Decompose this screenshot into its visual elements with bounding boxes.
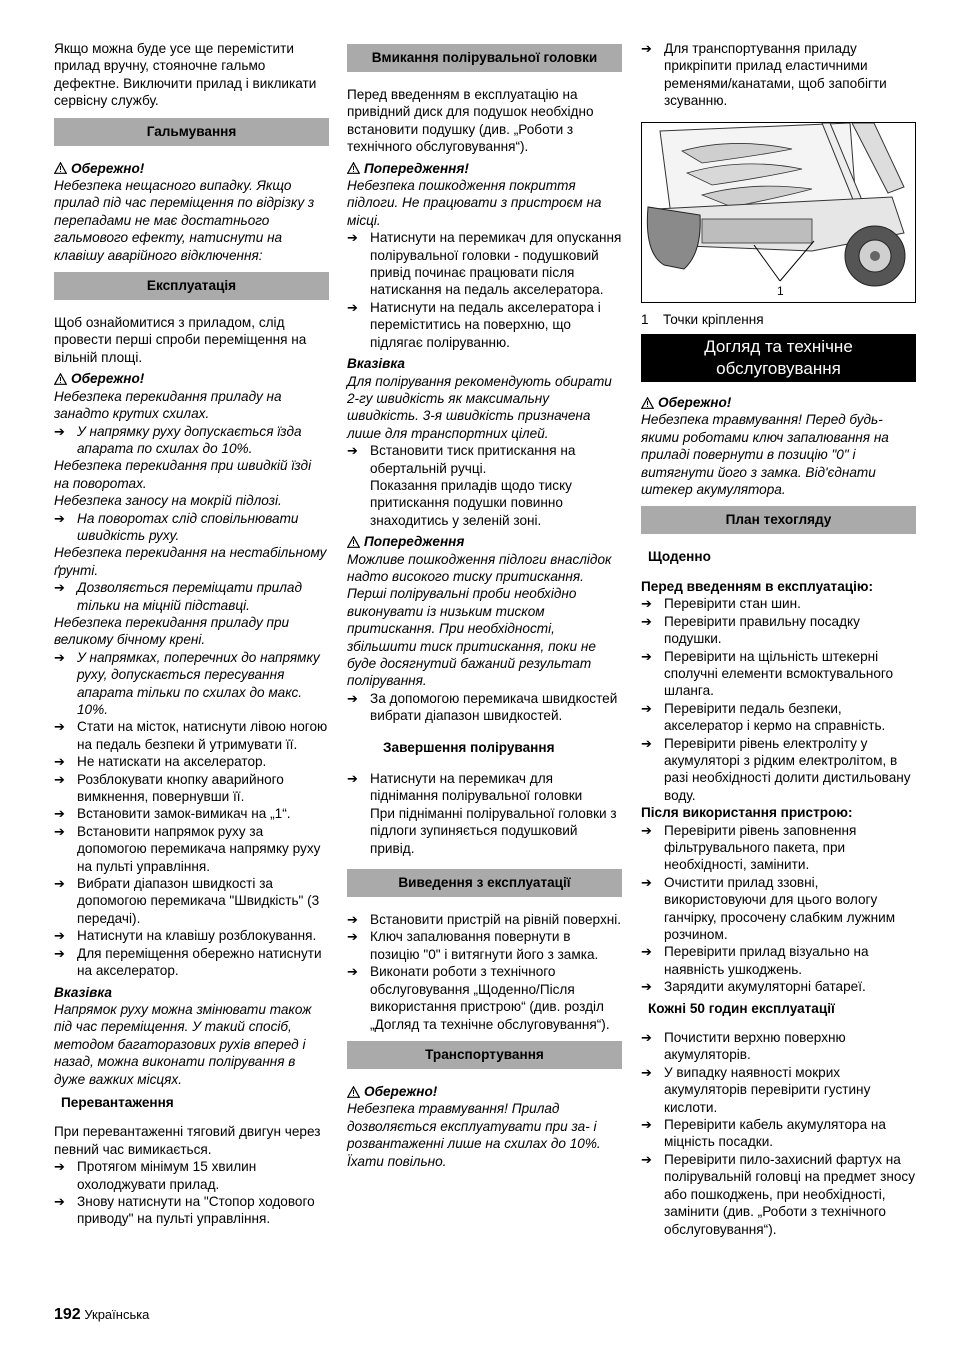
arrow-right-icon: ➔ — [641, 613, 652, 629]
warning-text: Небезпека пошкодження покриття підлоги. Не працювати з пристроєм на місці. — [347, 178, 602, 228]
arrow-right-icon: ➔ — [641, 1064, 652, 1080]
warning-triangle-icon — [54, 373, 67, 385]
arrow-right-icon: ➔ — [54, 719, 65, 735]
list-item: ➔ Зарядити акумуляторні батареї. — [641, 979, 866, 995]
arrow-right-icon: ➔ — [54, 649, 65, 665]
list-item: ➔ Перевірити пило-захисний фартух на полірувальній головці на предмет зносу або пошкоджень, при необхідності, замінити (див. „Роботи з технічного обслуговування“). — [641, 1151, 915, 1237]
warning-text: Небезпека нещасного випадку. Якщо прилад під час переміщення по відрізку з перепадами не має достатнього гальмового ефекту, натиснути на клавішу аварійного відключення: — [54, 178, 315, 263]
warning-label: Обережно! — [347, 1083, 622, 1100]
list-item: ➔ Натиснути на перемикач для опускання полірувальної головки - подушковий привід починає працювати після натискання на педаль акселератора. — [347, 230, 622, 298]
subheading-daily: Щоденно — [648, 549, 711, 565]
list-item: ➔ Перевірити рівень електроліту у акумуляторі з рідким електролітом, в разі необхідності долити дистильовану воду. — [641, 735, 911, 803]
list-item: ➔ Почистити верхню поверхню акумуляторів. — [641, 1030, 846, 1063]
column-2 — [347, 40, 622, 1170]
list-item: ➔ Встановити тиск притискання на обертальній ручці. — [347, 443, 576, 476]
arrow-right-icon: ➔ — [54, 423, 65, 439]
arrow-right-icon: ➔ — [641, 944, 652, 960]
arrow-right-icon: ➔ — [347, 443, 358, 459]
list-item: ➔ Протягом мінімум 15 хвилин охолоджувати прилад. — [54, 1159, 257, 1192]
section-heading-polish-on: Вмикання полірувальної головки — [347, 44, 622, 72]
column-3 — [641, 40, 916, 1238]
arrow-right-icon: ➔ — [54, 876, 65, 892]
section-heading-braking: Гальмування — [54, 118, 329, 146]
arrow-right-icon: ➔ — [54, 806, 65, 822]
list-item: ➔ Виконати роботи з технічного обслуговування „Щоденно/Після використання пристрою“ (див. розділ „Догляд та технічне обслуговування“). — [347, 964, 610, 1032]
list-item: ➔ Ключ запалювання повернути в позицію "0" і витягнути його з замка. — [347, 929, 599, 962]
note-text: Для полірування рекомендують обирати 2-гу швидкість як максимальну швидкість. 3-я швидкість призначена лише для транспортних цілей. — [347, 373, 612, 441]
warning-label: Попередження! — [347, 160, 622, 177]
warning-text: Небезпека заносу на мокрій підлозі. — [54, 493, 282, 509]
section-heading-operation: Експлуатація — [54, 272, 329, 300]
arrow-right-icon: ➔ — [347, 964, 358, 980]
arrow-right-icon: ➔ — [54, 1193, 65, 1209]
list-item: ➔ Перевірити правильну посадку подушки. — [641, 613, 860, 647]
warning-label: Обережно! — [54, 370, 329, 387]
arrow-right-icon: ➔ — [641, 979, 652, 995]
arrow-right-icon: ➔ — [54, 1159, 65, 1175]
warning-text: Небезпека перекидання приладу при великому бічному крені. — [54, 614, 290, 648]
list-item: ➔ Розблокувати кнопку аварийного вимкнення, повернувши її. — [54, 771, 284, 805]
list-item: ➔ Встановити замок-вимикач на „1“. — [54, 806, 291, 822]
note-label: Вказівка — [347, 356, 405, 372]
arrow-right-icon: ➔ — [347, 230, 358, 246]
warning-triangle-icon — [347, 1086, 360, 1098]
list-item: ➔ Встановити напрямок руху за допомогою перемикача напрямку руху на пульті управління. — [54, 823, 321, 874]
before-label: Перед введенням в експлуатацію: — [641, 578, 874, 594]
subheading-every-50-hours: Кожні 50 годин експлуатації — [648, 1000, 835, 1016]
figure-caption: 1 Точки кріплення — [641, 311, 764, 327]
arrow-right-icon: ➔ — [54, 510, 65, 526]
list-item: ➔ Перевірити рівень заповнення фільтрувального пакета, при необхідності, замінити. — [641, 822, 857, 873]
section-heading-transport: Транспортування — [347, 1041, 622, 1069]
arrow-right-icon: ➔ — [347, 299, 358, 315]
arrow-right-icon: ➔ — [54, 771, 65, 787]
list-item: ➔ Для переміщення обережно натиснути на акселератор. — [54, 945, 322, 979]
section-heading-shutdown: Виведення з експлуатації — [347, 869, 622, 897]
list-item: ➔ Знову натиснути на "Стопор ходового приводу" на пульті управління. — [54, 1193, 315, 1227]
warning-text: Небезпека перекидання приладу на занадто крутих схилах. — [54, 388, 282, 422]
arrow-right-icon: ➔ — [641, 700, 652, 716]
warning-triangle-icon — [347, 536, 360, 548]
list-item: ➔ Перевірити прилад візуально на наявність ушкоджень. — [641, 944, 869, 977]
footer-language: Українська — [84, 1307, 150, 1322]
list-item: ➔ Перевірити педаль безпеки, акселератор і кермо на справність. — [641, 700, 886, 734]
warning-text: Небезпека травмування! Перед будь-якими роботами ключ запалювання на приладі повернути в позицію "0" і витягнути його з замка. Від'єднати штекер акумулятора. — [641, 412, 889, 498]
page-number: 192 — [54, 1306, 81, 1323]
list-item: ➔ Натиснути на клавішу розблокування. — [54, 928, 317, 944]
arrow-right-icon: ➔ — [641, 596, 652, 612]
warning-text: Небезпека травмування! Прилад дозволяється експлуатувати при за- і розвантаженні лише на схилах до 10%. Їхати повільно. — [347, 1101, 601, 1169]
list-item: ➔ Перевірити стан шин. — [641, 596, 801, 612]
arrow-right-icon: ➔ — [641, 735, 652, 751]
subheading-overload: Перевантаження — [61, 1094, 174, 1110]
step-continuation: При підніманні полірувальної головки з підлоги зупиняється подушковий привід. — [370, 805, 617, 856]
list-item: ➔ Вибрати діапазон швидкості за допомогою перемикача "Швидкість" (3 передачі). — [54, 876, 320, 926]
warning-text: Небезпека перекидання при швидкій їзді на поворотах. — [54, 458, 312, 491]
step-continuation: Показання приладів щодо тиску притискання подушки повинно знаходитись у зеленій зоні. — [370, 477, 572, 528]
list-item: ➔ У напрямку руху допускається їзда апарата по схилах до 10%. — [54, 423, 302, 456]
list-item: ➔ Встановити пристрій на рівній поверхні. — [347, 912, 622, 928]
arrow-right-icon: ➔ — [54, 580, 65, 596]
warning-label: Обережно! — [641, 394, 916, 411]
list-item: ➔ Стати на місток, натиснути лівою ногою на педаль безпеки й утримувати її. — [54, 719, 328, 752]
after-label: Після використання пристрою: — [641, 805, 853, 821]
list-item: ➔ Натиснути на педаль акселератора і переміститись на поверхню, що підлягає поліруванню. — [347, 299, 601, 350]
list-item: ➔ Дозволяється переміщати прилад тільки на міцній підставці. — [54, 580, 302, 613]
machine-figure — [641, 122, 916, 303]
arrow-right-icon: ➔ — [641, 874, 652, 890]
list-item: ➔ На поворотах слід сповільнювати швидкість руху. — [54, 510, 299, 543]
warning-label: Попередження — [347, 533, 622, 550]
note-text: Напрямок руху можна змінювати також під час переміщення. У такий спосіб, методом багаторазових рухів вперед і назад, можна виконати полірування в дуже важких місцях. — [54, 1001, 312, 1087]
section-heading-plan: План техогляду — [641, 506, 916, 534]
arrow-right-icon: ➔ — [641, 1030, 652, 1046]
note-label: Вказівка — [54, 984, 112, 1000]
polish-on-intro: Перед введенням в експлуатацію на привідний диск для подушок необхідно встановити подушку (див. „Роботи з технічного обслуговування“). — [347, 87, 594, 155]
arrow-right-icon: ➔ — [641, 648, 652, 664]
intro-text: Якщо можна буде усе ще перемістити прилад вручну, стояночне гальмо дефектне. Виключити прилад і викликати сервісну службу. — [54, 41, 317, 109]
operation-intro: Щоб ознайомитися з приладом, слід провести перші спроби переміщення на вільній площі. — [54, 315, 307, 365]
arrow-right-icon: ➔ — [347, 771, 358, 787]
arrow-right-icon: ➔ — [641, 822, 652, 838]
overload-text: При перевантаженні тяговий двигун через певний час вимикається. — [54, 1124, 321, 1157]
list-item: ➔ Для транспортування приладу прикріпити прилад еластичними ременями/канатами, щоб запобігти зсуванню. — [641, 41, 887, 109]
arrow-right-icon: ➔ — [54, 754, 65, 770]
warning-label: Обережно! — [54, 160, 329, 177]
arrow-right-icon: ➔ — [347, 690, 358, 706]
list-item: ➔ Натиснути на перемикач для піднімання полірувальної головки — [347, 771, 583, 804]
warning-text: Небезпека перекидання на нестабільному ґрунті. — [54, 545, 327, 578]
list-item: ➔ Перевірити кабель акумулятора на міцність посадки. — [641, 1117, 886, 1150]
section-heading-care: Догляд та технічне обслуговування — [641, 334, 916, 382]
arrow-right-icon: ➔ — [641, 41, 652, 56]
list-item: ➔ У випадку наявності мокрих акумуляторів перевірити густину кислоти. — [641, 1064, 871, 1115]
page-footer — [54, 1306, 149, 1324]
figure-callout-number: 1 — [777, 283, 784, 298]
list-item: ➔ За допомогою перемикача швидкостей вибрати діапазон швидкостей. — [347, 690, 618, 724]
warning-text: Можливе пошкодження підлоги внаслідок надто високого тиску притискання. Перші полірувальні проби необхідно виконувати із низьким тиском притискання. При необхідності, збільшити тиск притискання, поки не буде досягнутий бажаний результат полірування. — [347, 551, 612, 689]
arrow-right-icon: ➔ — [347, 912, 358, 928]
machine-illustration — [642, 123, 915, 302]
warning-triangle-icon — [54, 162, 67, 174]
arrow-right-icon: ➔ — [54, 945, 65, 961]
list-item: ➔ Перевірити на щільність штекерні сполучні елементи всмоктувального шланга. — [641, 648, 894, 699]
list-item: ➔ Очистити прилад ззовні, використовуючи для цього вологу ганчірку, просочену слабким лужним розчином. — [641, 874, 896, 942]
column-1 — [54, 40, 329, 1228]
arrow-right-icon: ➔ — [54, 928, 65, 944]
arrow-right-icon: ➔ — [347, 929, 358, 945]
warning-triangle-icon — [641, 397, 654, 409]
list-item: ➔ Не натискати на акселератор. — [54, 754, 267, 770]
warning-triangle-icon — [347, 162, 360, 174]
arrow-right-icon: ➔ — [54, 823, 65, 839]
list-item: ➔ У напрямках, поперечних до напрямку руху, допускається пересування апарата тільки по схилах до макс. 10%. — [54, 649, 320, 717]
arrow-right-icon: ➔ — [641, 1117, 652, 1133]
subheading-polish-end: Завершення полірування — [383, 739, 555, 755]
arrow-right-icon: ➔ — [641, 1151, 652, 1167]
